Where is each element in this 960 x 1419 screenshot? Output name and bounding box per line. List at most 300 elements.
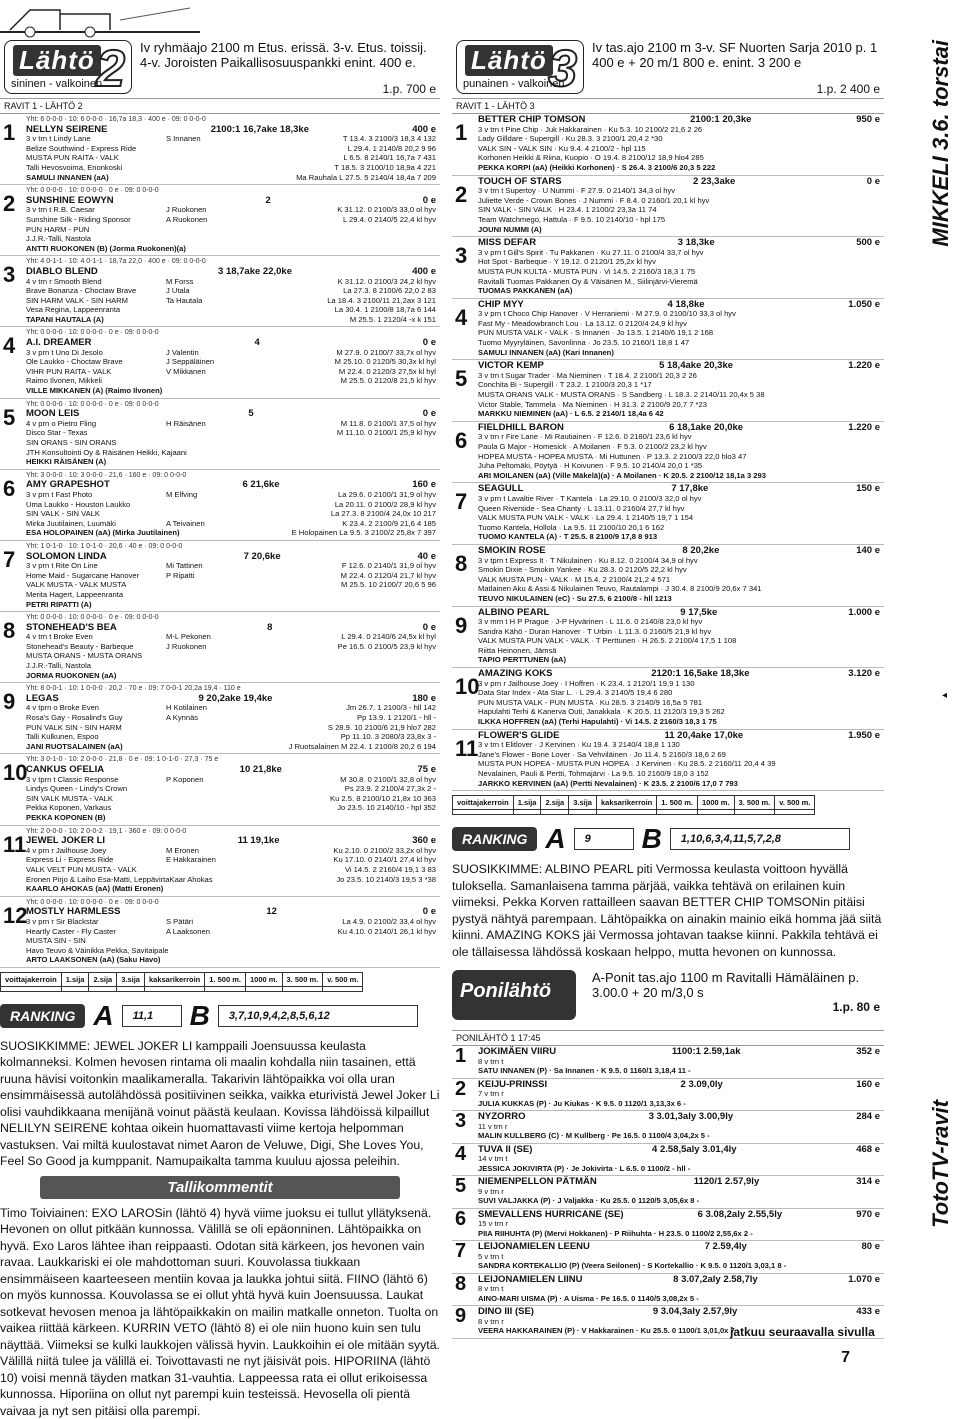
horse-detail-line — [26, 732, 436, 742]
pony-trainer: MALIN KULLBERG (C) · M Kullberg · Pe 16.5. 0 1100/4 3,04,2x 5 - — [478, 1131, 710, 1141]
detail-driver: M Forss — [166, 276, 194, 286]
horse-detail-line — [26, 642, 436, 652]
lahto-word: Lähtö — [465, 45, 553, 76]
horse-detail-line: MUSTA ORANS VALK - MUSTA ORANS · S Sandberg · L 18.3. 2 2140/11 20,4x 5 38 — [478, 390, 765, 400]
detail-text: Express Li - Express Ride — [26, 855, 114, 865]
detail-driver: J Utala — [166, 286, 190, 296]
horse-detail-line — [26, 590, 436, 600]
pony-name-row — [478, 1242, 880, 1252]
detail-text: PUN HARM - PUN — [26, 224, 90, 234]
horse-detail-line: MUSTA PUN HOPEA - MUSTA PUN HOPEA · J Kervinen · Ku 28.5. 2 2160/11 20,4 4 39 — [478, 759, 776, 769]
race-2-info: Iv ryhmäajo 2100 m Etus. erissä. 3-v. Etus. toissij. 4-v. Joroisten Paikallisosuuspankki enint. 400 e. — [140, 40, 427, 70]
horse-name-row — [478, 669, 880, 679]
pony-entry — [452, 1274, 884, 1307]
detail-record: M 22.4. 0 2120/3 27,5x kl hyl — [338, 366, 436, 376]
start-number: 10 — [455, 674, 480, 700]
trainer-record — [105, 813, 436, 823]
horse-detail-line: Lady Gilldare - Supergill · Ku 28.3. 3 2100/1 20,4 2 *30 — [478, 134, 663, 144]
grid-cell — [734, 810, 775, 815]
detail-driver — [166, 225, 246, 235]
start-number: 7 — [3, 546, 16, 572]
detail-text: Home Maid - Sugarcane Hanover — [26, 570, 140, 580]
favourite-article: SUOSIKKIMME: JEWEL JOKER LI kamppaili Joensuussa keulasta kolmanneksi. Kolmen hevosen rintama oli maalin kohdalla niin tasainen, että ruuna hävisi voitonkin maalikameralla. Takarivin lähtöpaikka voi olla uran ensimmäisessä autolähdössä positiivinen seikka, vaikka eturivistä Jewel Joker Li olisi vauhdikkaana menijänä voinut päästä keulaan. Kovissa lähdöissä kilpaillut NELILYN SEIRENE kohtaa oikein huomattavasti viime kertoja helpomman vastuksen. Vai miltä kuulostavat nimet Aaron de Veluwe, Digi, She Loves You, Feel So Good ja kumppanit. Namupaikalta tamma kuuluu ajossa peleihin. — [0, 1038, 440, 1169]
horse-detail-line: 3 v prn r Jailhouse Joey · I Hoffren · K 23.4. 1 2120/1 19,9 1 130 — [478, 678, 695, 688]
horse-name: SUNSHINE EOWYN — [26, 194, 114, 206]
detail-text: 3 v prn t Rite On Line — [26, 561, 98, 571]
start-number: 5 — [455, 366, 468, 392]
detail-driver — [166, 661, 246, 671]
detail-text: Stonehead's Beauty - Barbeque — [26, 641, 134, 651]
horse-stats: Yht: 2 0-0-0 · 10: 2 0-0-2 · 19,1 · 360 e · 09: 0 0-0-0 — [26, 827, 187, 835]
detail-driver — [166, 509, 246, 519]
grid-cell — [144, 986, 204, 991]
detail-driver: P Koponen — [166, 774, 204, 784]
grid-header: 3.sija — [117, 972, 145, 986]
detail-text: Merita Hagert, Lappeenranta — [26, 589, 124, 599]
horse-odds: 2120:1 16,5ake 18,3ke — [651, 668, 750, 680]
grid-header: 1000 m. — [697, 796, 734, 810]
trainer-name: SAMULI INNANEN (aA) (Kari Innanen) — [478, 347, 614, 357]
horse-odds: 3 18,3ke — [677, 237, 715, 249]
horse-earnings: 3.120 e — [848, 668, 880, 680]
detail-driver: H Räisänen — [166, 418, 206, 428]
detail-text: Eronen Pirjo & Laiho Esa-Matti, Leppävirta — [26, 874, 170, 884]
horse-detail-line — [26, 490, 436, 500]
horse-detail-line: 3 v trn t Sugar Trader · Ma Nieminen · T 18.4. 2 2100/1 20,3 2 26 — [478, 370, 697, 380]
grid-header: 1. 500 m. — [657, 796, 698, 810]
pony-odds: 4 2.58,5aly 3.01,4ly — [652, 1143, 737, 1155]
pony-name: TUVA II (SE) — [478, 1143, 533, 1155]
grid-header: 3. 500 m. — [282, 972, 323, 986]
entry-list — [0, 114, 440, 968]
horse-stats: Yht: 0 0-0-0 · 10: 0 0-0-0 · 0 e · 09: 0 0-0-0 — [26, 400, 159, 408]
horse-stats: Yht: 3 0-0-0 · 10: 3 0-0-0 · 21,6 · 160 e · 09: 0 0-0-0 — [26, 471, 187, 479]
horse-name: CANKUS OFELIA — [26, 764, 105, 775]
detail-driver — [166, 732, 246, 742]
detail-text: Sunshine Silk - Riding Sponsor — [26, 214, 131, 224]
trainer-name: PEKKA KORPI (aA) (Heikki Korhonen) · S 26.4. 3 2100/6 20,3 5 222 — [478, 162, 716, 172]
detail-record: Ku 2.10. 0 2100/2 33,2x ol hyv — [333, 845, 436, 855]
pony-odds: 3 3.01,3aly 3.00,9ly — [648, 1111, 734, 1123]
pony-race-prize: 1.p. 80 e — [832, 1000, 880, 1015]
pony-entry — [452, 1144, 884, 1177]
detail-driver — [166, 590, 246, 600]
start-number: 9 — [455, 1305, 467, 1328]
detail-driver — [166, 163, 246, 173]
start-number: 8 — [455, 1272, 467, 1295]
trainer-record — [162, 386, 436, 396]
detail-record: La 27.3. 8 2100/4 24,0x 10 217 — [330, 509, 436, 519]
horse-name: MISS DEFAR — [478, 237, 537, 249]
detail-record: Pp 11.10. 3 2080/3 23,8x 3 - — [340, 732, 436, 742]
entry-list — [452, 114, 884, 791]
detail-record: Pp 13.9. 1 2120/1 - hll - — [357, 713, 436, 723]
detail-driver — [169, 946, 249, 956]
detail-record: Ku 17.10. 0 2140/1 27,4 kl hyv — [333, 855, 436, 865]
horse-entry — [0, 612, 440, 683]
start-number: 7 — [455, 489, 468, 515]
horse-earnings: 1.220 e — [848, 360, 880, 372]
horse-name-row — [478, 731, 880, 741]
horse-detail-line: Hapulahti Terhi & Kanerva Outi, Janakkala · K 20.5. 11 2120/3 19,3 5 262 — [478, 707, 725, 717]
trainer-line — [26, 884, 436, 894]
detail-driver — [166, 438, 246, 448]
pony-detail-line: 11 v trn r — [478, 1121, 508, 1131]
pony-trainer: SANDRA KORTEKALLIO (P) (Veera Seilonen) · S Kortekallio · K 9.5. 0 1120/1 3,03,1 8 - — [478, 1261, 787, 1271]
horse-name: AMY GRAPESHOT — [26, 479, 110, 491]
horse-detail-line: VALK SIN - VALK SIN · Ku 9.4. 4 2100/2 - hpl 115 — [478, 143, 646, 153]
horse-detail-line — [26, 428, 436, 438]
detail-text: SIN ORANS - SIN ORANS — [26, 438, 117, 447]
horse-name-row — [26, 907, 436, 917]
grid-cell — [117, 986, 145, 991]
pony-name-row — [478, 1177, 880, 1187]
horse-detail-line — [26, 163, 436, 173]
horse-earnings: 0 e — [422, 906, 436, 918]
pony-trainer: SATU INNANEN (P) · Sa Innanen · K 9.5. 0 1160/1 3,18,4 11 - — [478, 1066, 691, 1076]
detail-text: 3 v prn r Sir Blackstar — [26, 916, 99, 926]
horse-detail-line — [26, 803, 436, 813]
pony-trainer: PIIA RIIHUHTA (P) (Mervi Hokkanen) · P Riihuhta · H 23.5. 0 1100/2 2,55,6x 2 - — [478, 1228, 753, 1238]
detail-text: Brave Bonanza - Choctaw Brave — [26, 286, 137, 296]
horse-detail-line — [26, 571, 436, 581]
horse-detail-line: Paula G Major - Homesick · A Moilanen · F 5.3. 0 2100/2 23,2 kl hyv — [478, 442, 707, 451]
trainer-name: MARKKU NIEMINEN (aA) · L 6.5. 2 2140/1 18,4a 6 42 — [478, 409, 664, 419]
horse-earnings: 0 e — [422, 337, 436, 349]
horse-name-row — [26, 338, 436, 348]
ravit-label: RAVIT 1 - LÄHTÖ 2 — [0, 98, 440, 114]
trainer-name: PEKKA KOPONEN (B) — [26, 812, 106, 822]
trainer-line — [26, 813, 436, 823]
side-brand-label: TotoTV-ravit — [928, 1100, 953, 1228]
ranking-row — [452, 823, 884, 855]
detail-record: M 11.10. 0 2100/1 25,9 kl hyv — [336, 428, 436, 438]
horse-detail-line: 3 v prn t Gill's Spirit · Tu Pakkanen · Ku 27.11. 0 2100/4 33,7 ol hyv — [478, 247, 704, 257]
horse-name-row — [478, 177, 880, 187]
detail-record: La 4.9. 0 2100/2 33,4 ol hyv — [342, 916, 436, 926]
ranking-a-value: 9 — [574, 828, 634, 850]
horse-detail-line — [26, 357, 436, 367]
horse-name-row — [478, 423, 880, 433]
pony-race-info: A-Ponit tas.ajo 1100 m Ravitalli Hämäläinen p. 3.00.0 + 20 m/3,0 s — [592, 970, 860, 1001]
pony-name-row — [478, 1145, 880, 1155]
pony-trainer: JESSICA JOKIVIRTA (P) · Je Jokivirta · L 6.5. 0 1100/2 - hll - — [478, 1163, 691, 1173]
horse-stats: Yht: 8 0-0-1 · 10: 1 0-0-0 · 20,2 · 70 e · 09: 7 0-0-1 20,2a 19,4 · 110 e — [26, 685, 241, 693]
horse-detail-line: Conchita Bi - Supergill · T 23.2. 1 2100/3 20,3 1 *17 — [478, 380, 652, 390]
horse-detail-line — [26, 651, 436, 661]
detail-text: Rosa's Gay - Rosalind's Guy — [26, 713, 123, 723]
trainer-name: JARKKO KERVINEN (aA) (Pertti Nevalainen) · K 23.5. 2 2100/6 17,0 7 793 — [478, 778, 738, 788]
detail-text: 4 v tprn o Broke Even — [26, 703, 100, 713]
trainer-name: HEIKKI RÄISÄNEN (A) — [26, 457, 107, 467]
horse-detail-line: 3 v mrn t H P Prague · J-P Hyvärinen · L 11.6. 0 2140/8 23,0 kl hyv — [478, 617, 703, 627]
detail-text: Pekka Koponen, Varkaus — [26, 803, 112, 813]
horse-name: VICTOR KEMP — [478, 360, 544, 372]
horse-detail-line — [26, 784, 436, 794]
horse-detail-line: Victor Stable, Tammela · Ma Nieminen · H 31.3. 2 2100/9 20,7 7 *23 — [478, 399, 707, 409]
horse-name-row — [26, 480, 436, 490]
detail-driver: A Ruokonen — [166, 214, 208, 224]
trainer-name: JOUNI NUMMI (A) — [478, 224, 542, 234]
race-3-prize: 1.p. 2 400 e — [816, 82, 880, 96]
horse-odds: 5 — [248, 408, 254, 420]
horse-detail-line: 3 v trn t Pine Chip · Juk Hakkarainen · Ku 5.3. 10 2100/2 21,6 2 26 — [478, 124, 703, 134]
horse-earnings: 400 e — [412, 265, 436, 277]
trainer-name: PETRI RIPATTI (A) — [26, 599, 92, 609]
horse-detail-line — [26, 794, 436, 804]
detail-record — [249, 946, 436, 956]
horse-name-row — [478, 361, 880, 371]
trainer-name: ANTTI RUOKONEN (B) (Jorma Ruokonen)(a) — [26, 243, 186, 253]
detail-driver: H Kotilainen — [166, 703, 207, 713]
ranking-logo: RANKING — [0, 1004, 85, 1028]
detail-text: MUSTA SIN - SIN — [26, 936, 86, 946]
start-number: 1 — [455, 120, 468, 145]
pony-name: LEIJONAMIELEN LIINU — [478, 1273, 583, 1285]
detail-text: Heartly Caster - Fly Caster — [26, 926, 116, 936]
detail-record: M 25.10. 0 2120/5 30,3x kl hyl — [334, 357, 436, 367]
detail-record — [246, 651, 436, 661]
grid-header: 2.sija — [541, 796, 569, 810]
horse-detail-line: SIN VALK - SIN VALK · H 23.4. 1 2100/2 23,3a 11 74 — [478, 205, 657, 215]
horse-entry — [0, 399, 440, 470]
detail-text: 4 v trn t Broke Even — [26, 632, 93, 642]
horse-detail-line — [26, 225, 436, 235]
trainer-record — [92, 600, 436, 610]
horse-detail-line — [26, 419, 436, 429]
detail-driver — [166, 784, 246, 794]
race-3-column — [452, 0, 884, 1339]
horse-detail-line: 3 v tprn t Express It · T Nikulainen · Ku 8.12. 0 2100/4 34,9 ol hyv — [478, 555, 698, 565]
detail-driver — [166, 234, 246, 244]
detail-record: M 25.5. 0 2120/8 21,5 kl hyv — [340, 376, 436, 386]
detail-record: Vi 14.5. 2 2160/4 19,1 3 83 — [344, 864, 436, 874]
pony-name: DINO III (SE) — [478, 1306, 534, 1318]
detail-driver: A Teivainen — [166, 518, 205, 528]
grid-cell — [245, 986, 282, 991]
detail-record: Ku 2.5. 8 2100/10 21,8x 10 363 — [330, 793, 436, 803]
pony-detail-line: 8 v trn r — [478, 1316, 504, 1326]
horse-detail-line — [26, 153, 436, 163]
horse-odds: 12 — [266, 906, 277, 918]
horse-detail-line: Smokin Dixie - Smokin Yankee · Ku 28.3. 0 2120/5 22,2 kl hyv — [478, 565, 687, 575]
trainer-record: M 25.5. 1 2120/4 -x k 151 — [349, 314, 436, 324]
horse-name: LEGAS — [26, 692, 59, 704]
trainer-name: VILLE MIKKANEN (A) (Raimo Ilvonen) — [26, 386, 163, 396]
trainer-line — [26, 244, 436, 254]
detail-driver — [166, 723, 246, 733]
horse-name: FIELDHILL BARON — [478, 421, 564, 433]
start-number: 7 — [455, 1240, 467, 1263]
start-number: 9 — [3, 689, 16, 715]
race-number: 3 — [548, 40, 577, 98]
start-number: 4 — [455, 1142, 467, 1165]
start-number: 4 — [3, 333, 16, 359]
start-number: 11 — [3, 831, 27, 857]
horse-entry — [452, 237, 884, 299]
detail-text: MUSTA PUN RAITA - VALK — [26, 153, 119, 163]
horse-name: STONEHEAD'S BEA — [26, 621, 117, 633]
horse-odds: 6 18,1ake 20,0ke — [669, 421, 744, 433]
horse-earnings: 180 e — [412, 692, 436, 704]
horse-detail-line — [26, 215, 436, 225]
pony-odds: 6 3.08,2aly 2.55,5ly — [697, 1208, 783, 1220]
trainer-record — [106, 457, 436, 467]
horse-earnings: 150 e — [856, 483, 880, 495]
horse-detail-line — [26, 438, 436, 448]
horse-detail-line — [26, 500, 436, 510]
start-number: 3 — [455, 1110, 467, 1133]
pony-name-row — [478, 1047, 880, 1057]
horse-entry — [0, 683, 440, 754]
detail-record: M 27.9. 0 2100/7 33,7x ol hyv — [336, 347, 436, 357]
detail-driver — [187, 448, 267, 458]
detail-text: Ole Laukko - Choctaw Brave — [26, 357, 123, 367]
race-2-prize: 1.p. 700 e — [382, 82, 436, 96]
horse-stats: Yht: 1 0-1-0 · 10: 1 0-1-0 · 20,6 · 40 e · 09: 0 0-0-0 — [26, 542, 183, 550]
horse-detail-line: Juliette Verde - Crown Bones · J Nummi · F 8.4. 0 2160/1 20,1 kl hyv — [478, 195, 710, 205]
pony-entry — [452, 1176, 884, 1209]
pony-name: NYZORRO — [478, 1111, 526, 1123]
race-2-badge — [4, 40, 132, 98]
pony-trainer: AINO-MARI UISMA (P) · A Uisma · Pe 16.5. 0 1140/5 3,08,2x 5 - — [478, 1293, 699, 1303]
pony-detail-line: 8 v trn t — [478, 1284, 504, 1294]
detail-text: 3 v prn t Fast Photo — [26, 489, 93, 499]
grid-cell — [541, 810, 569, 815]
ranking-a-value: 11,1 — [122, 1005, 182, 1027]
horse-entry — [452, 114, 884, 176]
horse-name: A.I. DREAMER — [26, 337, 92, 349]
horse-name: FLOWER'S GLIDE — [478, 729, 560, 741]
detail-text: 3 v tprn t Classic Response — [26, 774, 119, 784]
horse-odds: 7 20,6ke — [243, 550, 281, 562]
start-number: 5 — [455, 1175, 467, 1198]
trainer-record: J Ruotsalainen M 22.4. 1 2100/8 20,2 6 194 — [288, 741, 436, 751]
horse-detail-line — [26, 205, 436, 215]
horse-detail-line: 3 v trn r Fire Lane · Mi Rautiainen · F 12.6. 0 2180/1 23,6 kl hyv — [478, 432, 692, 442]
pony-entry — [452, 1241, 884, 1274]
pony-detail-line: 14 v trn t — [478, 1154, 508, 1164]
pony-detail-line: 8 v trn t — [478, 1056, 504, 1066]
horse-entry — [0, 754, 440, 825]
detail-record: K 31.12. 0 2100/3 33,0 ol hyv — [337, 205, 436, 215]
horse-earnings: 500 e — [856, 237, 880, 249]
detail-text: J.J.R.-Talli, Nastola — [26, 661, 91, 671]
ranking-a-letter: A — [93, 999, 114, 1031]
result-grid — [452, 795, 815, 815]
horse-odds: 6 21,6ke — [242, 479, 280, 491]
detail-record: L 29.4. 1 2140/8 20,2 9 96 — [347, 143, 436, 153]
trainer-name: TEUVO NIKULAINEN (eC) · Su 27.5. 6 2100/8 - hll 1213 — [478, 593, 672, 603]
horse-odds: 5 18,4ake 20,3ke — [659, 360, 734, 372]
pony-odds: 1120/1 2.57,9ly — [693, 1176, 760, 1188]
start-number: 6 — [3, 475, 16, 501]
detail-text: MUSTA ORANS - MUSTA ORANS — [26, 651, 143, 661]
detail-record: K 31.12. 0 2100/3 24,2 kl hyv — [337, 276, 436, 286]
horse-entry — [0, 327, 440, 398]
detail-record: M 25.5. 10 2100/7 20,6 5 96 — [341, 580, 436, 590]
horse-name: DIABLO BLEND — [26, 265, 98, 277]
horse-detail-line: VALK MUSTA PUN VALK - VALK · T Perttunen · H 26.5. 2 2100/4 17,5 1 108 — [478, 636, 737, 646]
detail-record: T 13.4. 3 2100/3 18,3 4 132 — [342, 134, 436, 144]
trainer-line — [26, 742, 436, 752]
race-3-banner — [452, 0, 884, 98]
race-2-banner — [0, 0, 440, 98]
horse-stats: Yht: 0 0-0-0 · 10: 0 0-0-0 · 0 e · 09: 0 0-0-0 — [26, 187, 159, 195]
ranking-b-letter: B — [641, 823, 662, 855]
grid-cell — [1, 986, 62, 991]
pony-name: LEIJONAMIELEN LEENU — [478, 1241, 590, 1253]
horse-earnings: 1.950 e — [848, 729, 880, 741]
detail-record: Ps 23.9. 2 2100/4 27,3x 2 - — [344, 784, 436, 794]
pony-detail-line: 7 v trn r — [478, 1089, 504, 1099]
grid-header: v. 500 m. — [775, 796, 815, 810]
horse-entry — [452, 176, 884, 238]
ranking-logo: RANKING — [452, 827, 537, 851]
horse-earnings: 1.220 e — [848, 421, 880, 433]
horse-name: AMAZING KOKS — [478, 668, 553, 680]
detail-text: SIN HARM VALK - SIN HARM — [26, 295, 128, 305]
horse-name-row — [478, 300, 880, 310]
detail-record: Jo 23.5. 10 2140/3 19,5 3 *38 — [336, 874, 436, 884]
start-number: 2 — [455, 181, 468, 207]
detail-text: Vesa Regina, Lappeenranta — [26, 305, 121, 315]
pony-name: NIEMENPELLON PÄTMÄN — [478, 1176, 597, 1188]
race-3-info: Iv tas.ajo 2100 m 3-v. SF Nuorten Sarja 2010 p. 1 400 e + 20 m/1 800 e. enint. 3 200 e — [592, 40, 878, 70]
detail-text: VALK VELT PUN MUSTA - VALK — [26, 864, 137, 874]
grid-cell — [205, 986, 246, 991]
pony-odds: 2 3.09,0ly — [680, 1078, 723, 1090]
detail-text: J.J.R.-Talli, Nastola — [26, 234, 91, 244]
detail-text: 4 v prn o Pietro Fling — [26, 418, 97, 428]
horse-odds: 8 20,2ke — [682, 544, 720, 556]
trainer-line — [26, 955, 436, 965]
detail-text: VIHR PUN RAITA - VALK — [26, 366, 112, 376]
detail-driver: J Ruokonen — [166, 205, 207, 215]
horse-detail-line: VALK MUSTA PUN - VALK · M 15.4. 2 2100/4 21,2 4 571 — [478, 574, 671, 584]
horse-name-row — [478, 608, 880, 618]
horse-name-row — [478, 238, 880, 248]
ranking-b-letter: B — [189, 999, 210, 1031]
detail-record: La 30.4. 1 2100/8 18,7a 6 144 — [334, 305, 436, 315]
horse-entry — [452, 299, 884, 361]
pony-name: JOKIMÄEN VIIRU — [478, 1046, 557, 1058]
grid-cell — [513, 810, 541, 815]
horse-detail-line: Sandra Kähö - Duran Hanover · T Urbin · L 11.3. 0 2160/5 21,9 kl hyv — [478, 626, 712, 636]
horse-name: MOON LEIS — [26, 408, 80, 420]
race-colors: punainen - valkoinen — [463, 78, 565, 90]
grid-cell — [61, 986, 89, 991]
horse-earnings: 40 e — [417, 550, 436, 562]
horse-entry — [452, 483, 884, 545]
detail-record: L 29.4. 0 2140/5 22,4 kl hyv — [342, 214, 436, 224]
detail-record — [246, 936, 436, 946]
trainer-record: E Holopainen La 9.5. 3 2100/2 25,8x 7 397 — [291, 528, 436, 538]
horse-entry — [0, 897, 440, 968]
start-number: 4 — [455, 304, 468, 330]
horse-detail-line — [26, 376, 436, 386]
horse-detail-line: Ravitalli Tuomas Pakkanen Oy & Väisänen M., Siilinjärvi-Vieremä — [478, 276, 698, 286]
detail-record: Jm 26.7. 1 2100/3 - hll 142 — [346, 703, 436, 713]
detail-record: M 30.8. 0 2100/1 32,8 ol hyv — [340, 774, 436, 784]
pony-earnings: 352 e — [856, 1046, 880, 1058]
detail-driver: S Innanen — [166, 134, 201, 144]
horse-entry — [0, 470, 440, 541]
horse-name-row — [26, 552, 436, 562]
pony-entry — [452, 1046, 884, 1079]
horse-name-row — [478, 546, 880, 556]
horse-odds: 3 18,7ake 22,0ke — [218, 265, 292, 277]
